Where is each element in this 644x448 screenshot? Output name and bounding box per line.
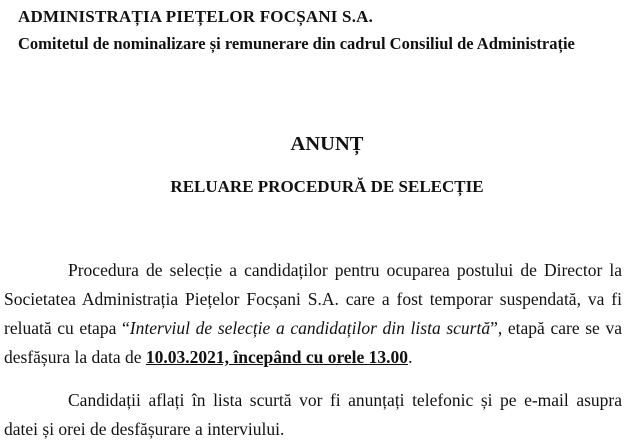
notice-title: ANUNȚ (290, 133, 364, 155)
paragraph-text: ”, etapă care se va desfășura la data de (4, 318, 622, 367)
notice-subtitle: RELUARE PROCEDURĂ DE SELECȚIE (170, 177, 484, 196)
paragraph-procedure (4, 256, 622, 372)
committee-name: Comitetul de nominalizare și remunerare din cadrul Consiliul de Administrație (18, 34, 575, 53)
paragraph-candidates: Candidații aflați în lista scurtă vor fi anunțați telefonic și pe e-mail asupra datei și orei de desfășurare a interviului. (4, 390, 622, 439)
interview-date-time: 10.03.2021, începând cu orele 13.00 (145, 347, 409, 367)
paragraph-text: . (408, 347, 413, 367)
organization-name: ADMINISTRAȚIA PIEȚELOR FOCȘANI S.A. (18, 7, 374, 26)
interview-stage-name: Interviul de selecție a candidaților din lista scurtă (129, 318, 491, 338)
paragraph-text: Procedura de selecție a candidaților pentru ocuparea postului de Director la Societatea Administrația Piețelor Focșani S.A. care a fost temporar suspendată, va fi reluată cu etapa “ (4, 260, 622, 338)
